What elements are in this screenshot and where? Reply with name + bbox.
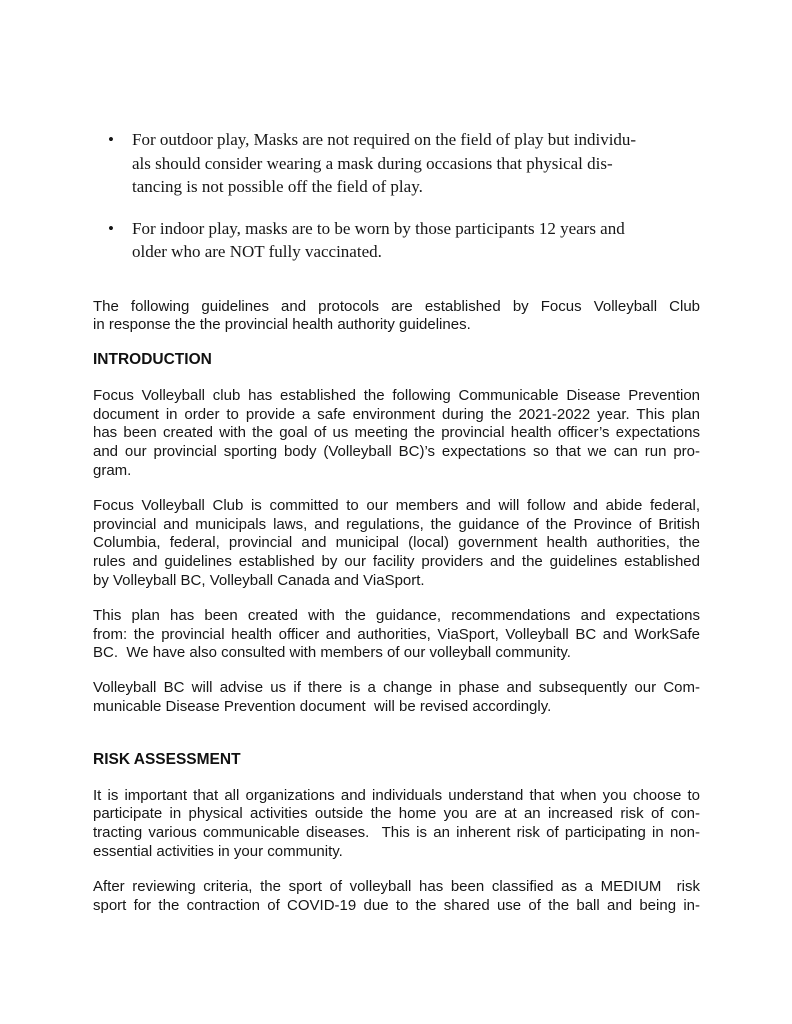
bullet-list [93, 128, 700, 264]
text-line: from: the provincial health officer and authorities, ViaSport, Volleyball BC and WorkSafe [93, 625, 700, 643]
text-line: The following guidelines and protocols are established by Focus Volleyball Club [93, 297, 700, 315]
text-line: gram. [93, 462, 132, 480]
section-heading-introduction: INTRODUCTION [93, 351, 212, 369]
text-line: For outdoor play, Masks are not required on the field of play but individu- [132, 130, 637, 149]
paragraph-intro-4 [93, 679, 700, 717]
text-line: document in order to provide a safe environment during the 2021-2022 year. This plan [93, 405, 700, 423]
text-line: Focus Volleyball club has established the following Communicable Disease Prevention [93, 386, 700, 404]
bullet-marker: • [108, 130, 114, 149]
bullet-text-outdoor-play [132, 128, 700, 199]
text-line: by Volleyball BC, Volleyball Canada and ViaSport. [93, 572, 425, 590]
text-line: provincial and municipals laws, and regulations, the guidance of the Province of British [93, 515, 700, 533]
bullet-text-indoor-play [132, 217, 700, 264]
text-line: BC. We have also consulted with members of our volleyball community. [93, 644, 571, 662]
text-line: sport for the contraction of COVID-19 due to the shared use of the ball and being in- [93, 896, 700, 914]
text-line: tracting various communicable diseases. This is an inherent risk of participating in non- [93, 824, 700, 842]
text-line: participate in physical activities outside the home you are at an increased risk of con- [93, 805, 700, 823]
bullet-item [93, 128, 700, 199]
text-line: has been created with the goal of us meeting the provincial health officer’s expectations [93, 424, 700, 442]
text-line: in response the the provincial health authority guidelines. [93, 316, 471, 334]
paragraph-intro-3 [93, 607, 700, 663]
bullet-item [93, 217, 700, 264]
paragraph-guidelines-lead [93, 298, 700, 336]
text-line: essential activities in your community. [93, 843, 343, 861]
text-line: It is important that all organizations and individuals understand that when you choose to [93, 786, 700, 804]
paragraph-risk-1 [93, 787, 700, 862]
text-line: als should consider wearing a mask during occasions that physical dis- [132, 153, 613, 173]
text-line: older who are NOT fully vaccinated. [132, 242, 382, 261]
bullet-marker: • [108, 218, 114, 238]
text-line: This plan has been created with the guidance, recommendations and expectations [93, 606, 700, 624]
text-line: municable Disease Prevention document will be revised accordingly. [93, 698, 552, 716]
text-line: and our provincial sporting body (Volleyball BC)’s expectations so that we can run pro- [93, 443, 700, 461]
text-line: For indoor play, masks are to be worn by those participants 12 years and [132, 218, 625, 238]
text-line: Columbia, federal, provincial and municipal (local) government health authorities, the [93, 534, 700, 552]
paragraph-risk-2 [93, 878, 700, 916]
text-line: After reviewing criteria, the sport of volleyball has been classified as a MEDIUM risk [93, 877, 700, 895]
text-line: Focus Volleyball Club is committed to our members and will follow and abide federal, [93, 496, 700, 514]
paragraph-intro-1 [93, 387, 700, 481]
paragraph-intro-2 [93, 497, 700, 591]
text-line: Volleyball BC will advise us if there is a change in phase and subsequently our Com- [93, 679, 700, 697]
text-line: rules and guidelines established by our facility providers and the guidelines established [93, 553, 700, 571]
section-heading-risk-assessment: RISK ASSESSMENT [93, 750, 241, 768]
text-line: tancing is not possible off the field of play. [132, 177, 423, 196]
